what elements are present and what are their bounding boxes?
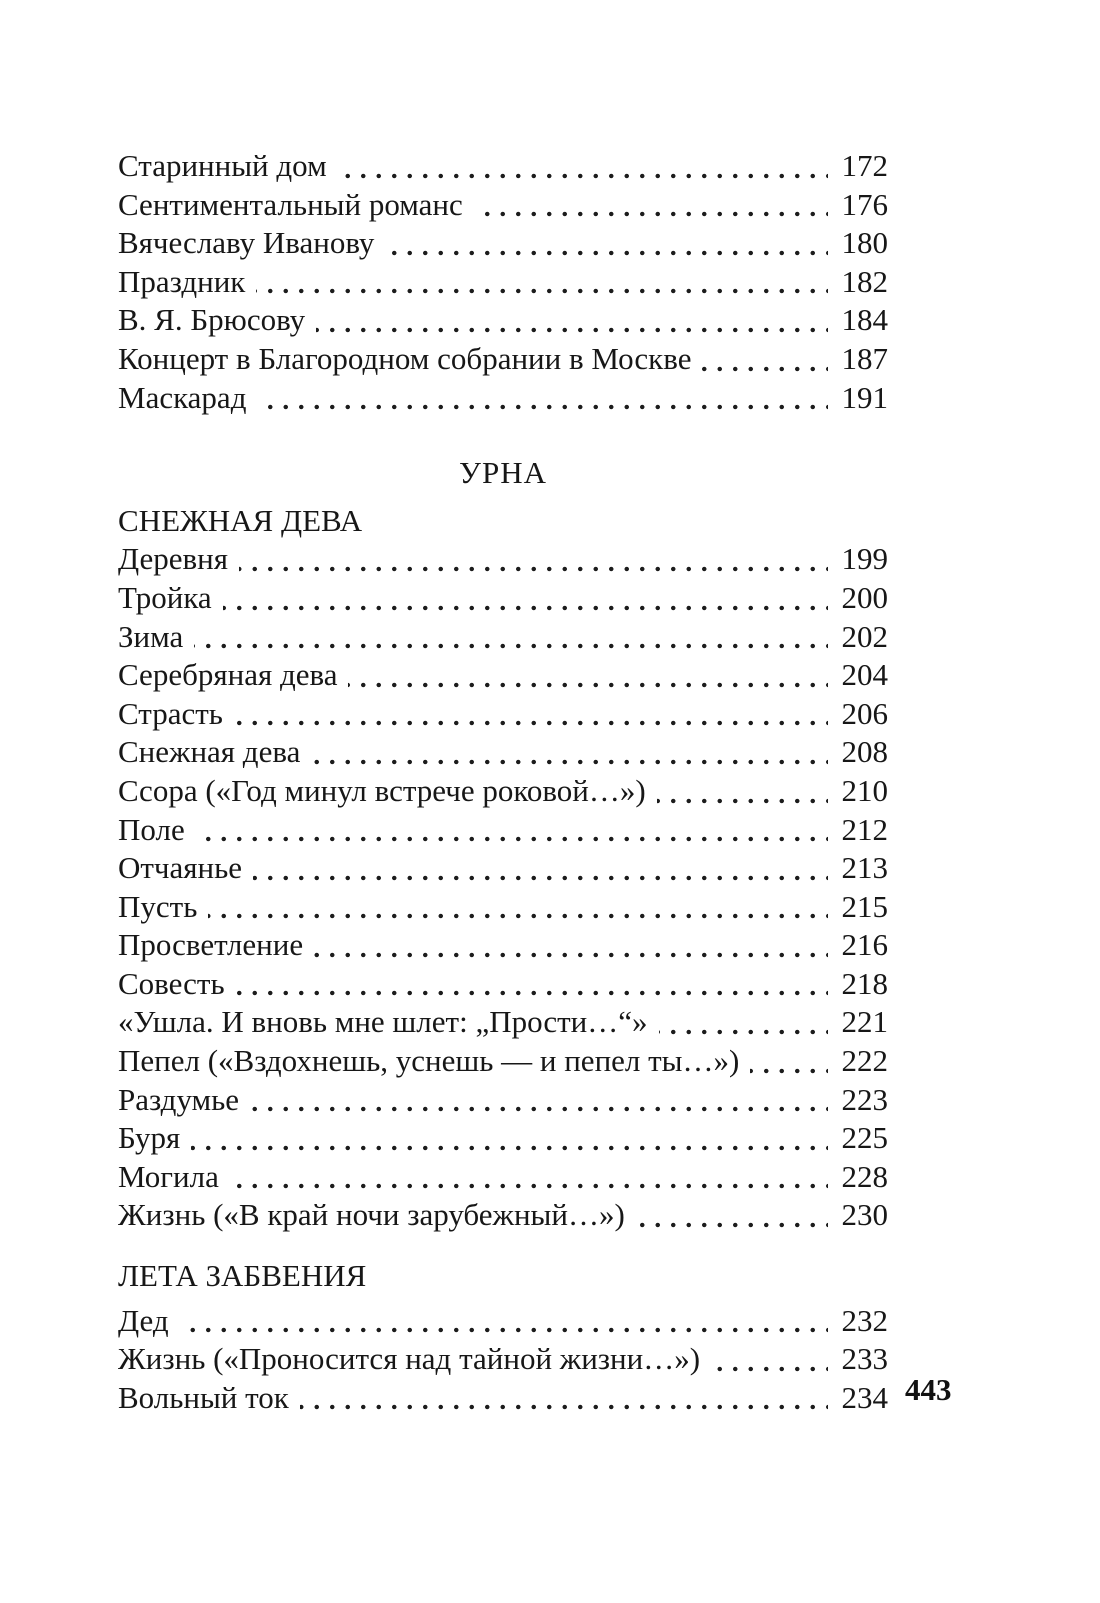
toc-entry-page: 182 — [828, 263, 889, 302]
toc-entry — [118, 540, 888, 579]
toc-entry-title: Поле — [118, 811, 196, 850]
toc-entry — [118, 926, 888, 965]
toc-entry — [118, 1081, 888, 1120]
toc-entry-page: 225 — [828, 1119, 889, 1158]
toc-entry-title: Деревня — [118, 540, 239, 579]
toc-entry-page: 172 — [828, 147, 889, 186]
toc-entry — [118, 1119, 888, 1158]
toc-entry-title: Серебряная дева — [118, 656, 348, 695]
toc-entry-page: 216 — [828, 926, 889, 965]
toc-entry-page: 212 — [828, 811, 889, 850]
toc-entry-title: Праздник — [118, 263, 256, 302]
toc-entry-page: 208 — [828, 733, 889, 772]
toc-entry-title: «Ушла. И вновь мне шлет: „Прости…“» — [118, 1003, 659, 1042]
toc-entry-page: 228 — [828, 1158, 889, 1197]
toc-entry-title: Дед — [118, 1302, 180, 1341]
toc-entry — [118, 1379, 888, 1418]
subsection-heading: СНЕЖНАЯ ДЕВА — [118, 502, 363, 538]
toc-entry — [118, 1196, 888, 1235]
toc-entry-page: 232 — [828, 1302, 889, 1341]
subsection-heading: ЛЕТА ЗАБВЕНИЯ — [118, 1258, 367, 1294]
toc-entry — [118, 1340, 888, 1379]
toc-entry-title: Жизнь («Проносится над тайной жизни…») — [118, 1340, 711, 1379]
toc-entry-page: 213 — [828, 849, 889, 888]
toc-entry — [118, 147, 888, 186]
toc-entry — [118, 263, 888, 302]
toc-entry-title: Страсть — [118, 695, 234, 734]
toc-entry — [118, 1042, 888, 1081]
toc-entry — [118, 224, 888, 263]
toc-entry-title: Совесть — [118, 965, 236, 1004]
toc-entry-title: Старинный дом — [118, 147, 338, 186]
toc-entry — [118, 579, 888, 618]
section-heading: УРНА — [459, 455, 547, 491]
toc-entry-title: В. Я. Брюсову — [118, 301, 316, 340]
toc-entry-title: Буря — [118, 1119, 191, 1158]
toc-entry-title: Концерт в Благородном собрании в Москве — [118, 340, 702, 379]
toc-entry-title: Раздумье — [118, 1081, 250, 1120]
toc-entry-page: 180 — [828, 224, 889, 263]
toc-entry — [118, 849, 888, 888]
toc-entry-page: 200 — [828, 579, 889, 618]
page-folio: 443 — [905, 1372, 952, 1407]
toc-entry-page: 233 — [828, 1340, 889, 1379]
toc-entry-title: Могила — [118, 1158, 230, 1197]
toc-entry — [118, 301, 888, 340]
toc-entry-page: 187 — [828, 340, 889, 379]
toc-entry — [118, 340, 888, 379]
toc-entry — [118, 695, 888, 734]
toc-entry-title: Пусть — [118, 888, 208, 927]
toc-entry-title: Ссора («Год минул встрече роковой…») — [118, 772, 657, 811]
toc-entry — [118, 1302, 888, 1341]
toc-entry — [118, 733, 888, 772]
toc-entry — [118, 811, 888, 850]
toc-entry-page: 184 — [828, 301, 889, 340]
toc-entry-title: Вячеславу Иванову — [118, 224, 385, 263]
toc-entry-page: 176 — [828, 186, 889, 225]
toc-entry-title: Жизнь («В край ночи зарубежный…») — [118, 1196, 636, 1235]
toc-entry — [118, 965, 888, 1004]
toc-entry-page: 210 — [828, 772, 889, 811]
toc-entry-title: Маскарад — [118, 379, 257, 418]
toc-entry-page: 221 — [828, 1003, 889, 1042]
toc-entry-page: 223 — [828, 1081, 889, 1120]
toc-entry-title: Просветление — [118, 926, 314, 965]
toc-entry-title: Сентиментальный романс — [118, 186, 474, 225]
toc-entry-page: 206 — [828, 695, 889, 734]
toc-entry — [118, 618, 888, 657]
toc-entry-page: 191 — [828, 379, 889, 418]
toc-entry-page: 230 — [828, 1196, 889, 1235]
toc-entry-title: Тройка — [118, 579, 223, 618]
toc-entry — [118, 1158, 888, 1197]
toc-entry — [118, 1003, 888, 1042]
toc-entry — [118, 888, 888, 927]
toc-entry-title: Зима — [118, 618, 194, 657]
toc-entry — [118, 772, 888, 811]
toc-entry-title: Отчаянье — [118, 849, 253, 888]
toc-entry — [118, 656, 888, 695]
toc-entry-page: 199 — [828, 540, 889, 579]
toc-entry-page: 222 — [828, 1042, 889, 1081]
toc-entry-page: 202 — [828, 618, 889, 657]
toc-entry-title: Снежная дева — [118, 733, 311, 772]
toc-content — [118, 147, 888, 1417]
toc-entry-page: 218 — [828, 965, 889, 1004]
toc-entry-page: 234 — [828, 1379, 889, 1418]
toc-entry-title: Вольный ток — [118, 1379, 300, 1418]
toc-entry — [118, 379, 888, 418]
toc-entry-page: 215 — [828, 888, 889, 927]
toc-entry — [118, 186, 888, 225]
toc-entry-page: 204 — [828, 656, 889, 695]
toc-entry-title: Пепел («Вздохнешь, уснешь — и пепел ты…») — [118, 1042, 750, 1081]
